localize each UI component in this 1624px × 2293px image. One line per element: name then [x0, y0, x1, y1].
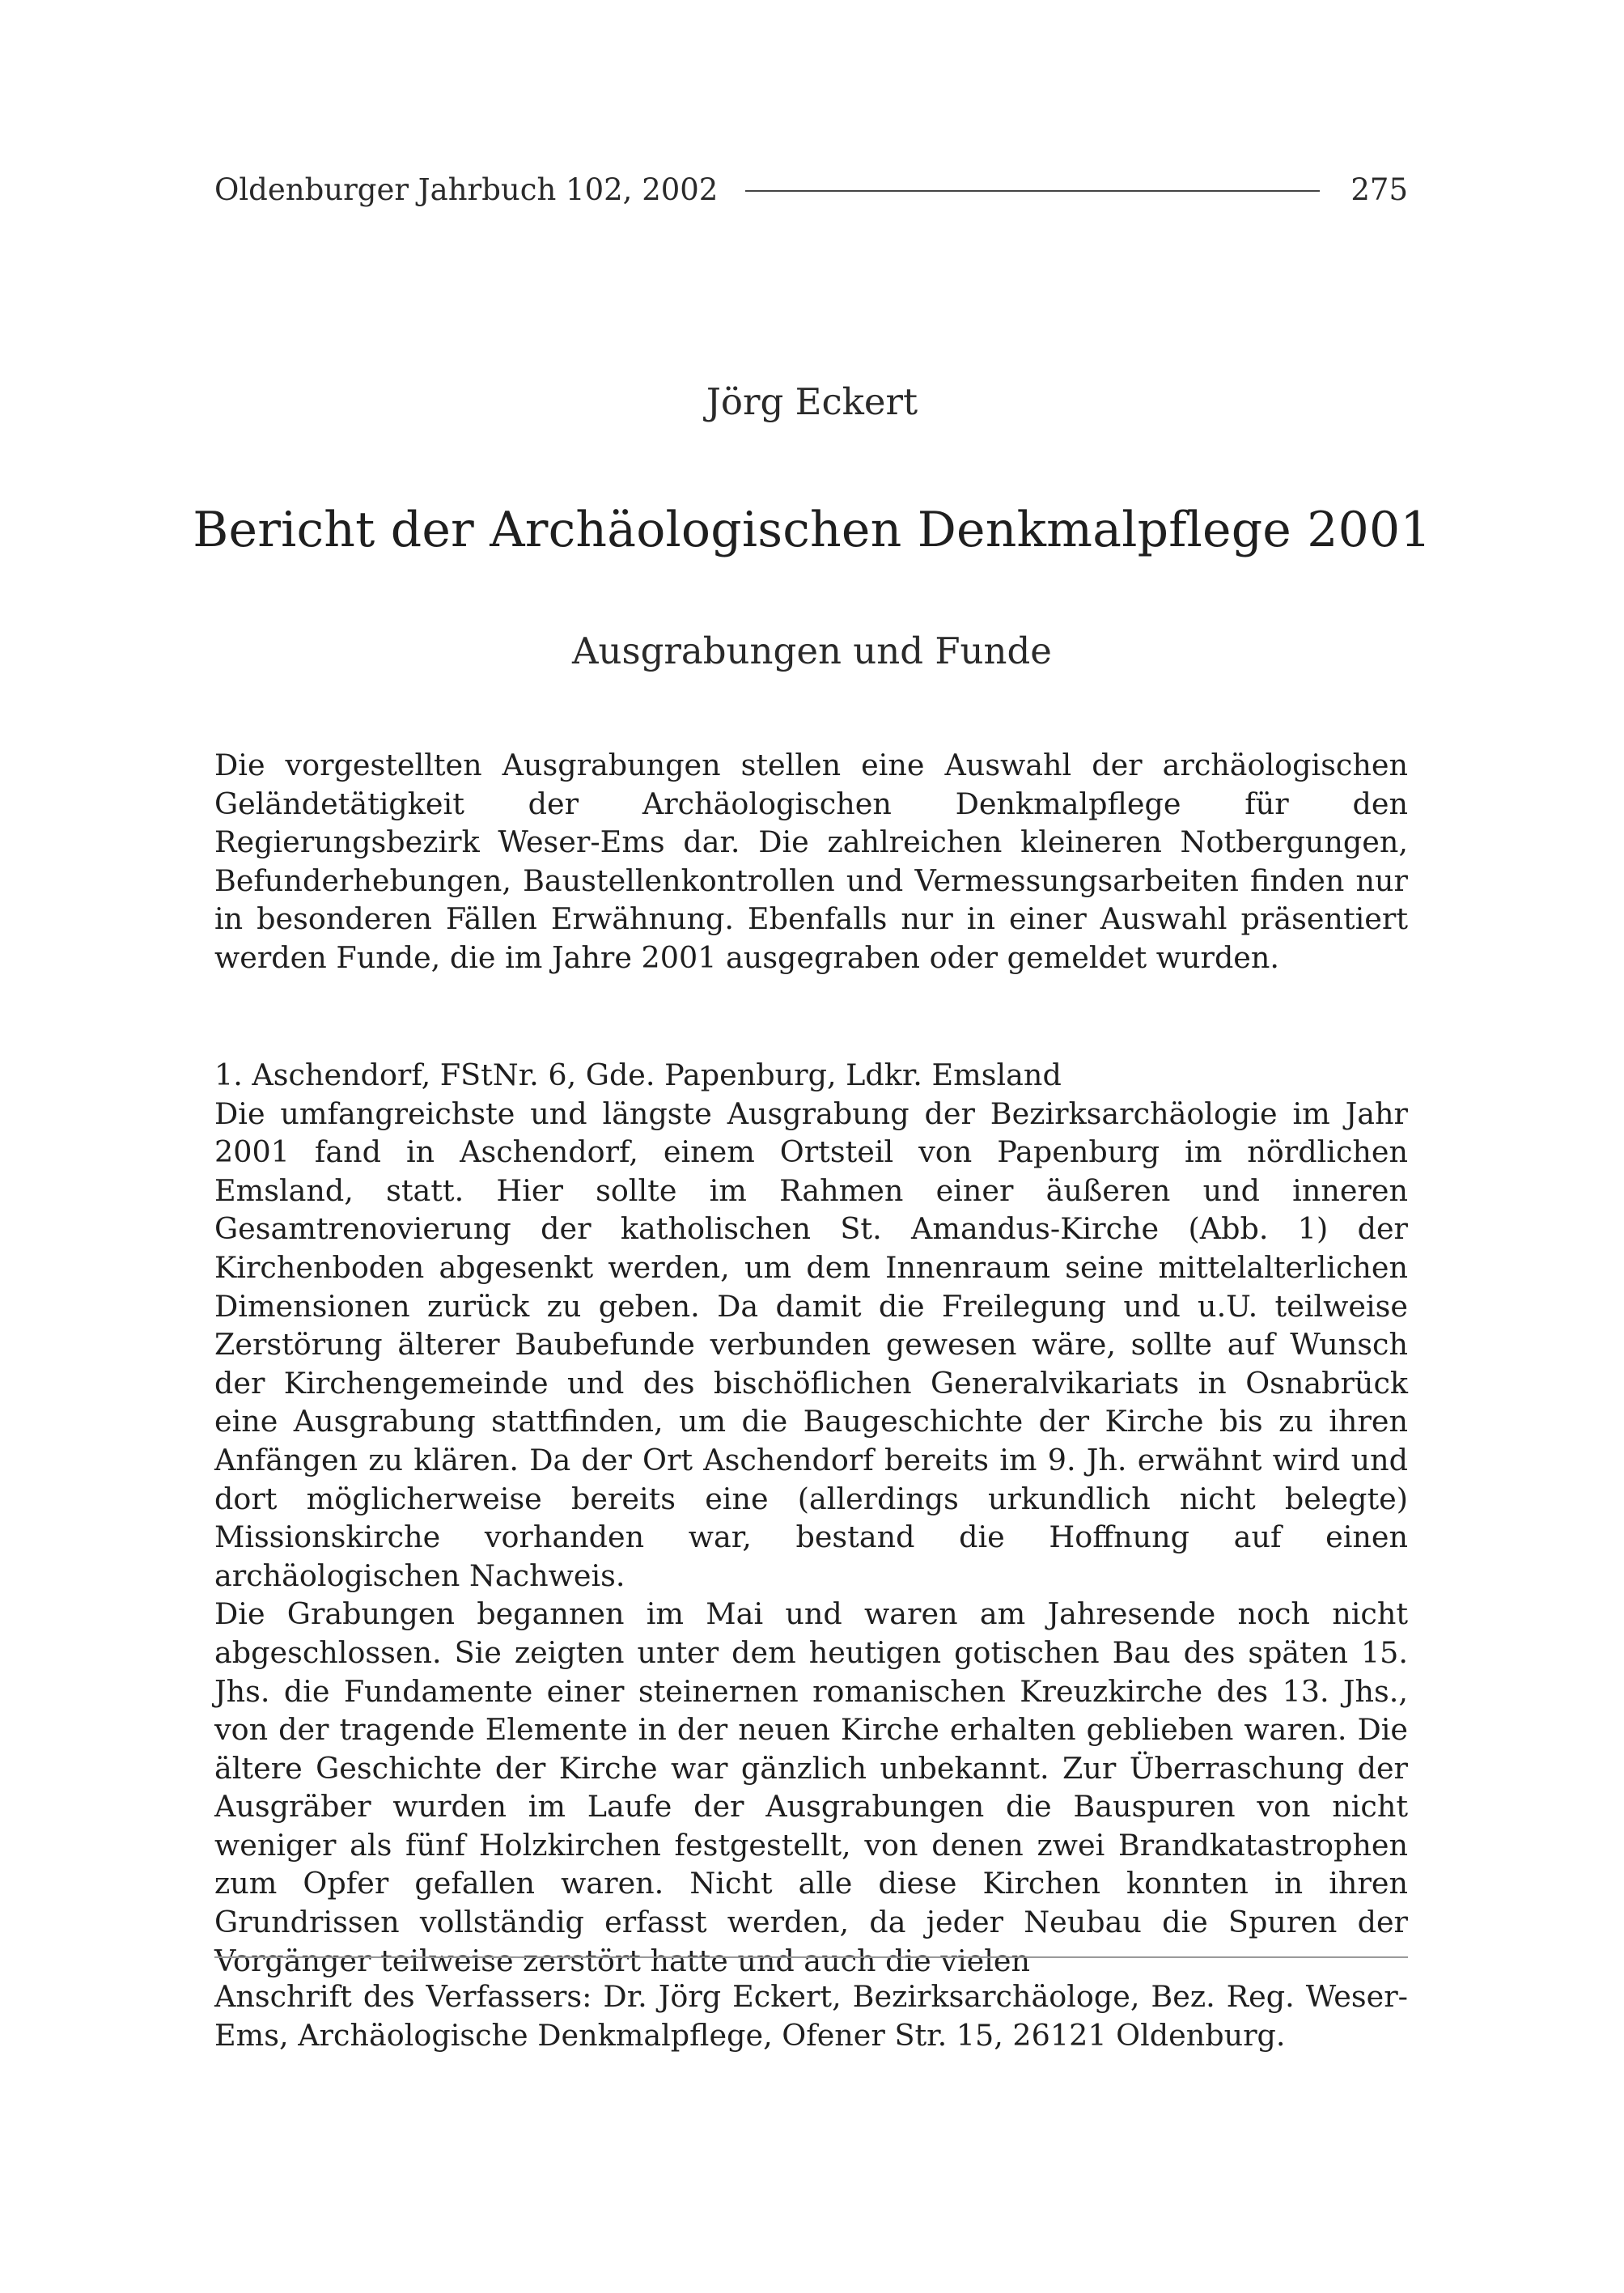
article-title: Bericht der Archäologischen Denkmalpflege 2001 [193, 502, 1431, 558]
page-number: 275 [1351, 172, 1408, 207]
intro-paragraph: Die vorgestellten Ausgrabungen stellen eine Auswahl der archäologischen Geländetätigkeit der Archäologischen Denkmalpflege für den Regierungsbezirk Weser-Ems dar. Die zahlreichen kleineren Notbergungen, Befunderhebungen, Baustellenkontrollen und Vermessungsarbeiten finden nur in besonderen Fällen Erwähnung. Ebenfalls nur in einer Auswahl präsentiert werden Funde, die im Jahre 2001 ausgegraben oder gemeldet wurden. [214, 748, 1408, 975]
author-address-footnote: Anschrift des Verfassers: Dr. Jörg Eckert, Bezirksarchäologe, Bez. Reg. Weser-Ems, Archäologische Denkmalpflege, Ofener Str. 15, 26121 Oldenburg. [214, 1979, 1408, 2053]
section-heading: 1. Aschendorf, FStNr. 6, Gde. Papenburg, Ldkr. Emsland [214, 1057, 1062, 1092]
section-paragraph-1: Die umfangreichste und längste Ausgrabung der Bezirksarchäologie im Jahr 2001 fand in Aschendorf, einem Ortsteil von Papenburg im nördlichen Emsland, statt. Hier sollte im Rahmen einer äußeren und inneren Gesamtrenovierung der katholischen St. Amandus-Kirche (Abb. 1) der Kirchenboden abgesenkt werden, um dem Innenraum seine mittelalterlichen Dimensionen zurück zu geben. Da damit die Freilegung und u.U. teilweise Zerstörung älterer Baubefunde verbunden gewesen wäre, sollte auf Wunsch der Kirchengemeinde und des bischöflichen Generalvikariats in Osnabrück eine Ausgrabung stattfinden, um die Baugeschichte der Kirche bis zu ihren Anfängen zu klären. Da der Ort Aschendorf bereits im 9. Jh. erwähnt wird und dort möglicherweise bereits eine (allerdings urkundlich nicht belegte) Missionskirche vorhanden war, bestand die Hoffnung auf einen archäologischen Nachweis. [214, 1096, 1408, 1593]
article-subtitle: Ausgrabungen und Funde [572, 629, 1052, 672]
running-head [214, 167, 1408, 212]
journal-title: Oldenburger Jahrbuch 102, 2002 [214, 172, 719, 207]
section-paragraph-2: Die Grabungen begannen im Mai und waren am Jahresende noch nicht abgeschlossen. Sie zeigten unter dem heutigen gotischen Bau des späten 15. Jhs. die Fundamente einer steinernen romanischen Kreuzkirche des 13. Jhs., von der tragende Elemente in der neuen Kirche erhalten geblieben waren. Die ältere Geschichte der Kirche war gänzlich unbekannt. Zur Überraschung der Ausgräber wurden im Laufe der Ausgrabungen die Bauspuren von nicht weniger als fünf Holzkirchen festgestellt, von denen zwei Brandkatastrophen zum Opfer gefallen waren. Nicht alle diese Kirchen konnten in ihren Grundrissen vollständig erfasst werden, da jeder Neubau die Spuren der Vorgänger teilweise zerstört hatte und auch die vielen [214, 1596, 1408, 1978]
section-aschendorf [214, 1056, 1408, 1980]
article-author: Jörg Eckert [706, 380, 918, 423]
footnote-rule [214, 1956, 1408, 1958]
header-rule [745, 190, 1320, 192]
